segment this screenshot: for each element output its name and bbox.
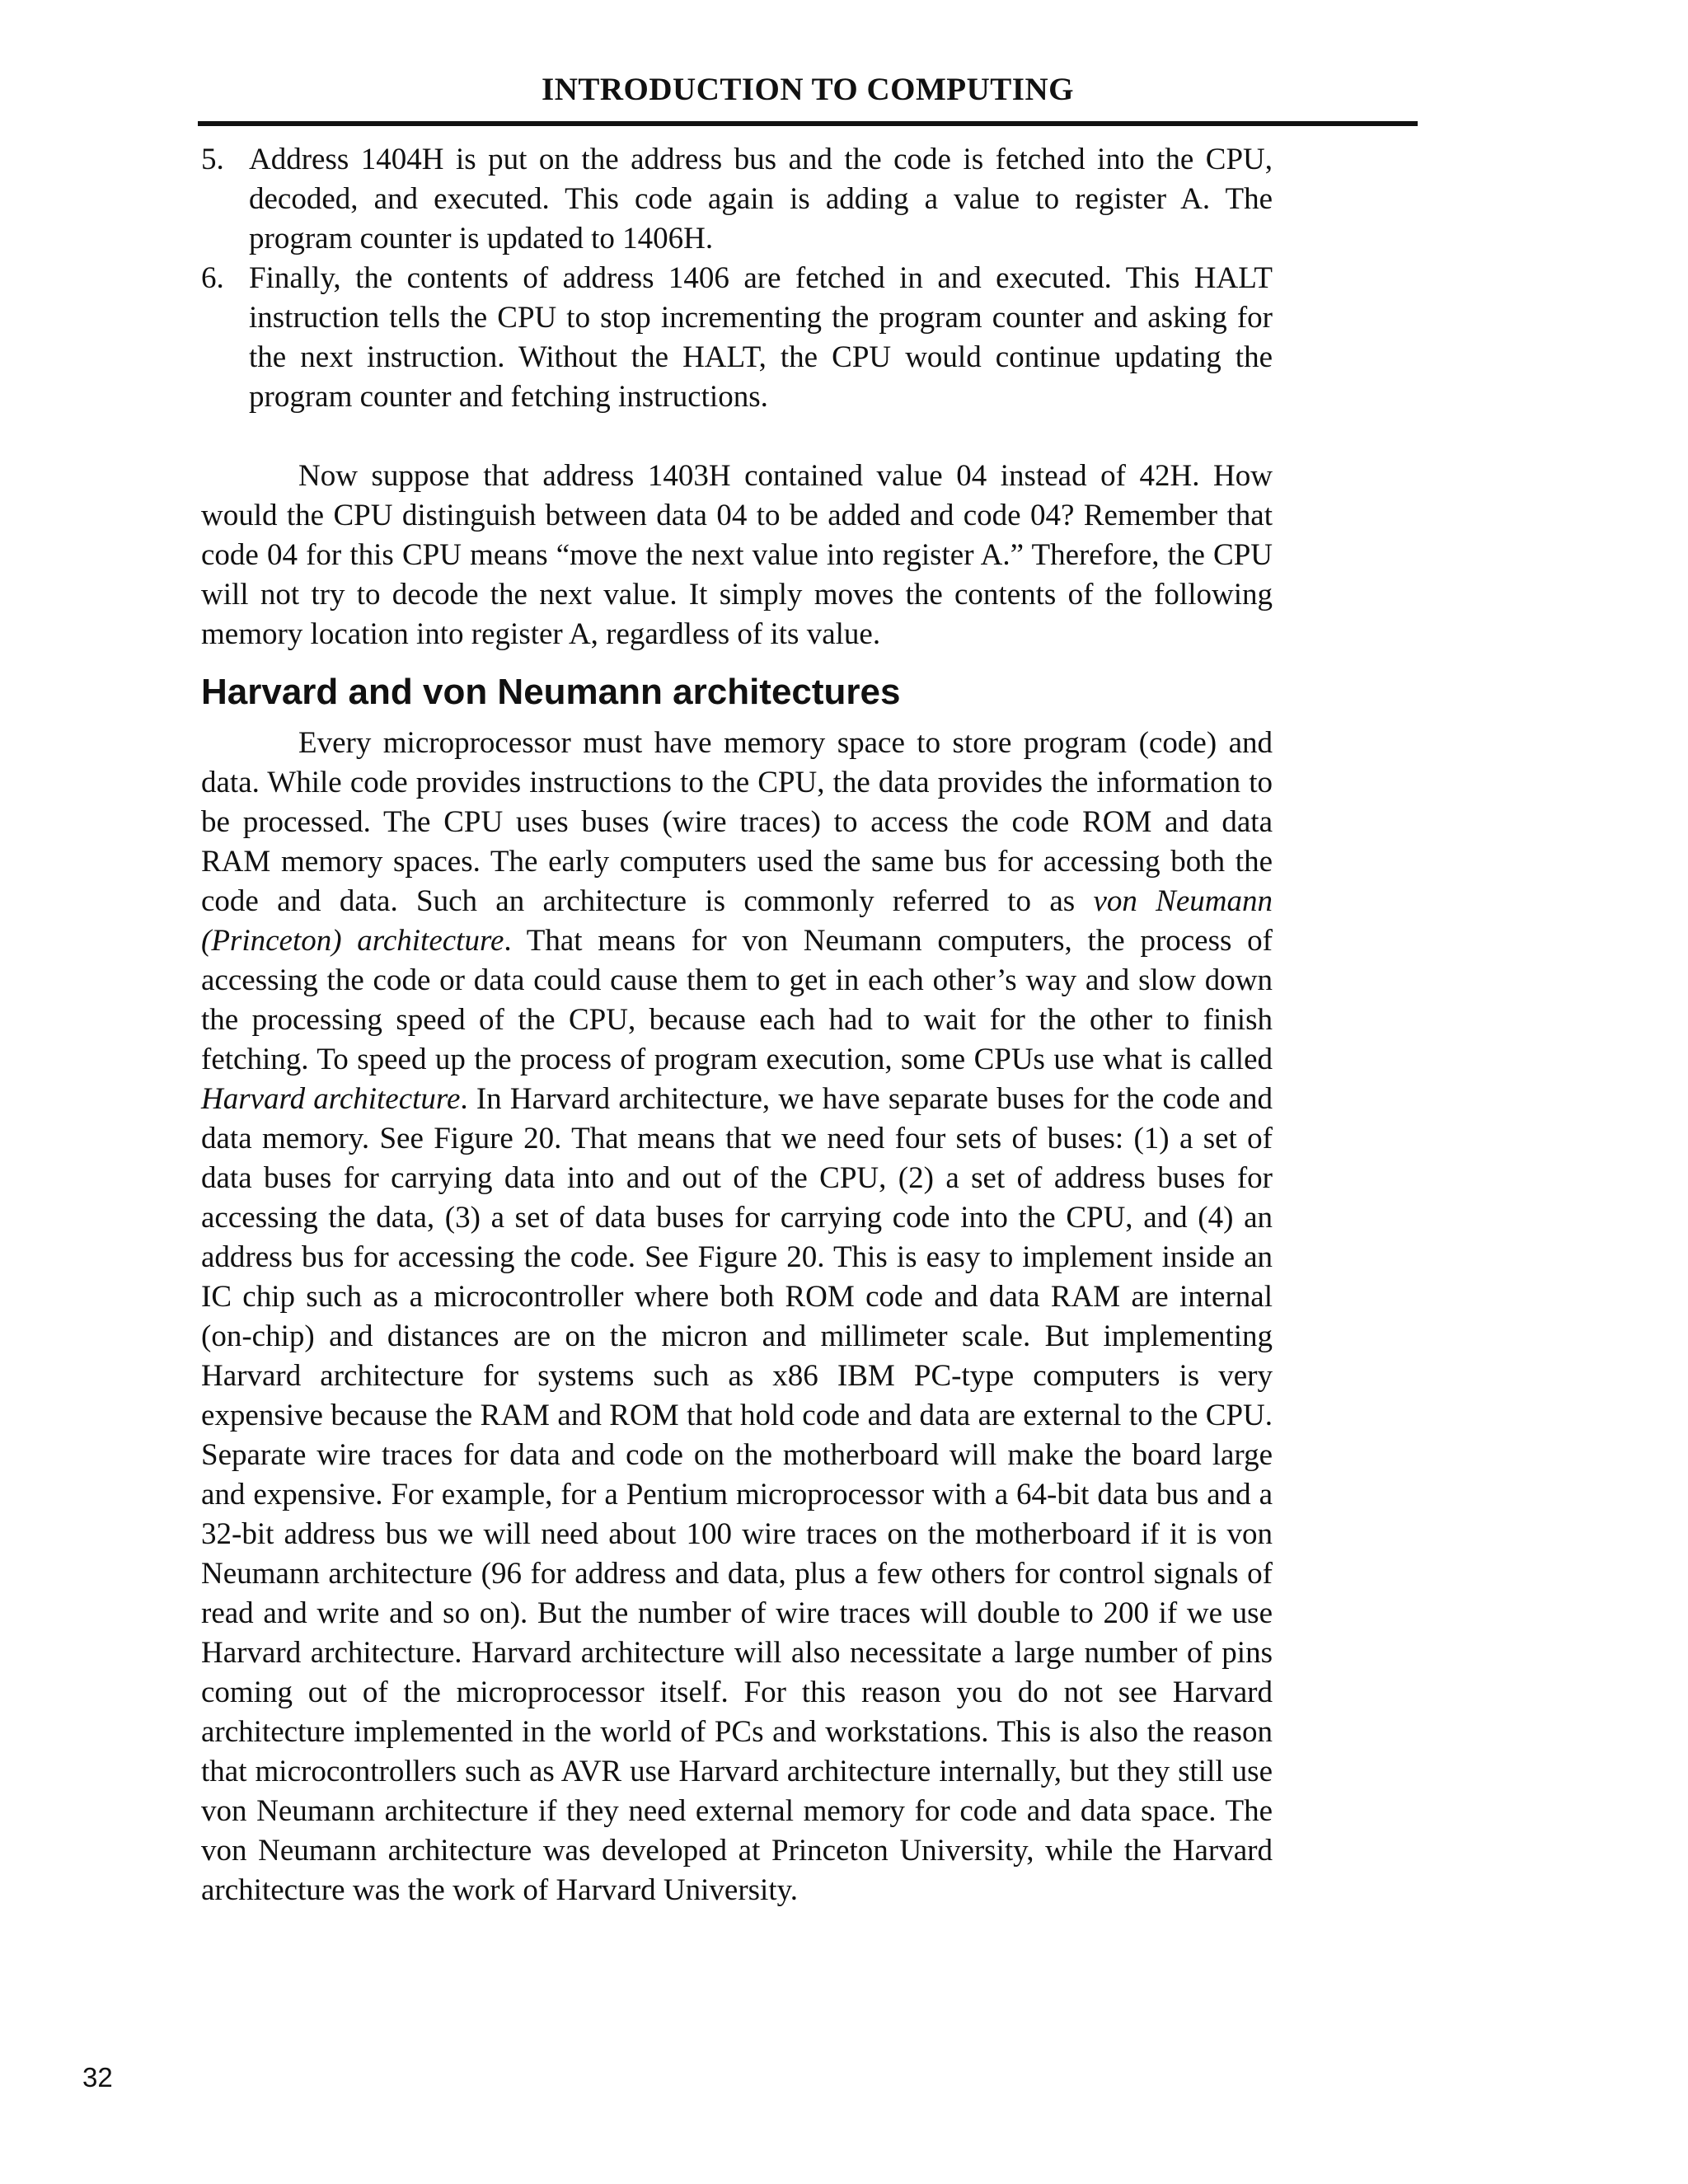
- section-heading: Harvard and von Neumann architectures: [201, 672, 901, 712]
- italic-term: von Neumann (Princeton) architecture: [201, 884, 1273, 958]
- italic-term: Harvard architecture: [201, 1082, 461, 1116]
- page-number: 32: [82, 2062, 113, 2093]
- page-body: [201, 140, 1273, 1910]
- list-item: [201, 140, 1273, 259]
- header-rule: [198, 121, 1418, 126]
- section-paragraph: [201, 724, 1273, 1910]
- list-item-number: 6.: [201, 261, 224, 295]
- paragraph-text: . That means for von Neumann computers, the process of accessing the code or data could cause them to get in each other’s way and slow down the processing speed of the CPU, because each had to wait for the other to finish fetching. To speed up the process of program execution, some CPUs use what is called: [201, 924, 1273, 1076]
- list-item: [201, 259, 1273, 417]
- list-item-number: 5.: [201, 143, 224, 176]
- numbered-list: [201, 140, 1273, 417]
- list-item-text: Address 1404H is put on the address bus and the code is fetched into the CPU, decoded, and executed. This code again is adding a value to register A. The program counter is updated to 1406H.: [249, 143, 1273, 255]
- running-header: INTRODUCTION TO COMPUTING: [542, 72, 1074, 107]
- paragraph-text: . In Harvard architecture, we have separate buses for the code and data memory. See Figure 20. That means that we need four sets of buses: (1) a set of data buses for carrying data into and out of the CPU, (2) a set of address buses for accessing the data, (3) a set of data buses for carrying code into the CPU, and (4) an address bus for accessing the code. See Figure 20. This is easy to implement inside an IC chip such as a microcontroller where both ROM code and data RAM are internal (on-chip) and distances are on the micron and millimeter scale. But implementing Harvard architecture for systems such as x86 IBM PC-type computers is very expensive because the RAM and ROM that hold code and data are external to the CPU. Separate wire traces for data and code on the motherboard will make the board large and expensive. For example, for a Pentium microprocessor with a 64-bit data bus and a 32-bit address bus we will need about 100 wire traces on the motherboard if it is von Neumann architecture (96 for address and data, plus a few others for control signals of read and write and so on). But the number of wire traces will double to 200 if we use Harvard architecture. Harvard architecture will also necessitate a large number of pins coming out of the microprocessor itself. For this reason you do not see Harvard architecture implemented in the world of PCs and workstations. This is also the reason that microcontrollers such as AVR use Harvard architecture internally, but they still use von Neumann architecture if they need external memory for code and data space. The von Neumann architecture was developed at Princeton University, while the Harvard architecture was the work of Harvard University.: [201, 1082, 1273, 1907]
- paragraph-text: Every microprocessor must have memory space to store program (code) and data. While code provides instructions to the CPU, the data provides the information to be processed. The CPU uses buses (wire traces) to access the code ROM and data RAM memory spaces. The early computers used the same bus for accessing both the code and data. Such an architecture is commonly referred to as: [201, 726, 1273, 918]
- body-paragraph: Now suppose that address 1403H contained value 04 instead of 42H. How would the CPU distinguish between data 04 to be added and code 04? Remember that code 04 for this CPU means “move the next value into register A.” Therefore, the CPU will not try to decode the next value. It simply moves the contents of the following memory location into register A, regardless of its value.: [201, 459, 1273, 651]
- list-item-text: Finally, the contents of address 1406 are fetched in and executed. This HALT instruction tells the CPU to stop incrementing the program counter and asking for the next instruction. Without the HALT, the CPU would continue updating the program counter and fetching instructions.: [249, 261, 1273, 414]
